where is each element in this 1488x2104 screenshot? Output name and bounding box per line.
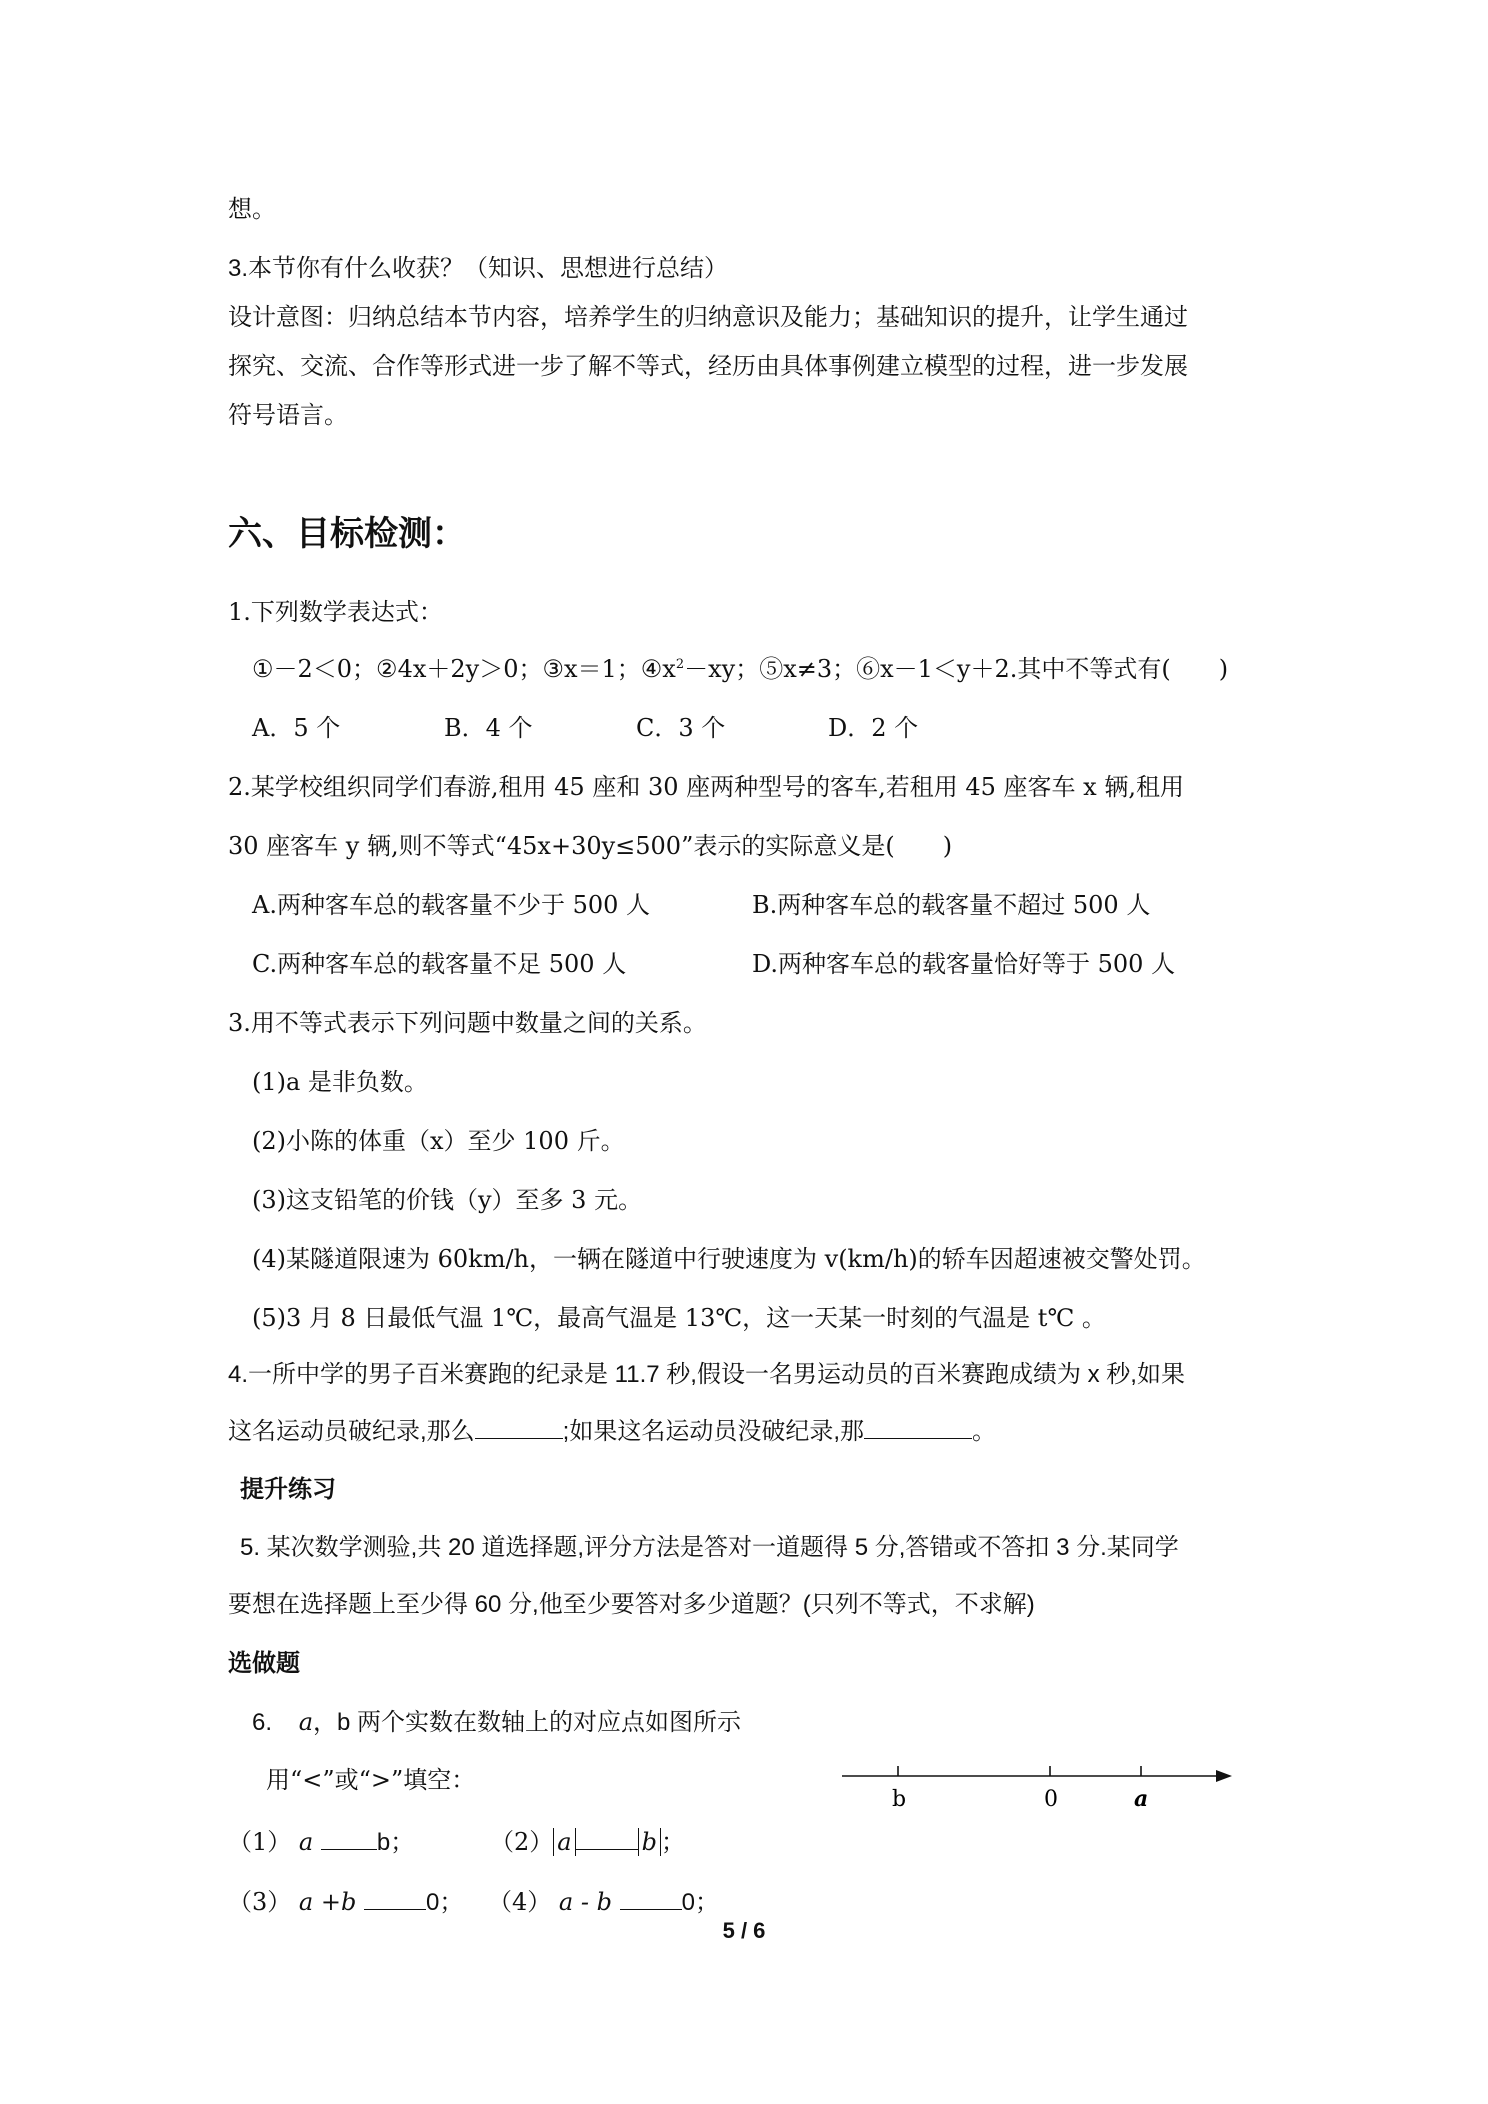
q2-line1: 2.某学校组织同学们春游,租用 45 座和 30 座两种型号的客车,若租用 45 座客车 x 辆,租用	[228, 773, 1184, 801]
q2-option-b: B.两种客车总的载客量不超过 500 人	[752, 891, 1151, 919]
q6-stem: 6. a，b 两个实数在数轴上的对应点如图所示	[252, 1708, 742, 1736]
q3-item-5: (5)3 月 8 日最低气温 1℃，最高气温是 13℃，这一天某一时刻的气温是 t℃ 。	[252, 1304, 1106, 1332]
label-0: 0	[1044, 1787, 1058, 1812]
design-intent-line1: 设计意图：归纳总结本节内容，培养学生的归纳意识及能力；基础知识的提升，让学生通过	[228, 304, 1188, 331]
fill-instruction: 用“<”或“>”填空：	[266, 1766, 476, 1794]
q3-item-3: (3)这支铅笔的价钱（y）至多 3 元。	[252, 1186, 643, 1214]
q4-line2: 这名运动员破纪录,那么 ;如果这名运动员没破纪录,那 。	[228, 1418, 997, 1445]
part-1: （1） a b；	[228, 1828, 415, 1856]
design-intent-line2: 探究、交流、合作等形式进一步了解不等式，经历由具体事例建立模型的过程，进一步发展	[228, 353, 1188, 380]
part-3-blank[interactable]	[364, 1887, 426, 1910]
q3-summary-title: 3.本节你有什么收获？（知识、思想进行总结）	[228, 255, 729, 282]
q2-option-d: D.两种客车总的载客量恰好等于 500 人	[752, 950, 1176, 978]
q4-blank-2[interactable]	[864, 1416, 972, 1439]
label-a: a	[1134, 1786, 1149, 1812]
page-number: 5 / 6	[722, 1918, 766, 1943]
q1-option-a: A．5 个	[252, 714, 341, 742]
q1-expressions: ①－2＜0；②4x＋2y＞0；③x＝1；$④x^2-xy$；⑤x≠3；⑥x－1＜y＋2.其中不等式有( )	[252, 655, 1229, 683]
intro-line-end: 想。	[228, 196, 276, 223]
q1-option-b: B．4 个	[444, 714, 533, 742]
q2-option-c: C.两种客车总的载客量不足 500 人	[252, 950, 627, 978]
q3-item-2: (2)小陈的体重（x）至少 100 斤。	[252, 1127, 625, 1155]
q4-blank-1[interactable]	[475, 1416, 563, 1439]
part-1-blank[interactable]	[321, 1827, 377, 1850]
q5-line2: 要想在选择题上至少得 60 分,他至少要答对多少道题？(只列不等式，不求解)	[228, 1591, 1035, 1618]
part-4-blank[interactable]	[620, 1887, 682, 1910]
optional-title: 选做题	[228, 1650, 300, 1677]
q2-line2: 30 座客车 y 辆,则不等式“45x+30y≤500”表示的实际意义是( )	[228, 832, 953, 860]
q1-stem: 1.下列数学表达式：	[228, 598, 443, 626]
number-line-arrow	[1216, 1770, 1232, 1782]
q3-stem: 3.用不等式表示下列问题中数量之间的关系。	[228, 1009, 707, 1037]
q1-option-c: C．3 个	[636, 714, 726, 742]
q5-line1: 5. 某次数学测验,共 20 道选择题,评分方法是答对一道题得 5 分,答错或不答扣 3 分.某同学	[240, 1534, 1179, 1561]
part-2: （2） a b ；	[490, 1828, 685, 1856]
section-title: 六、目标检测：	[228, 514, 466, 554]
label-b: b	[892, 1787, 907, 1812]
design-intent-line3: 符号语言。	[228, 402, 348, 429]
part-3: （3） a +b 0；	[228, 1888, 464, 1916]
q2-option-a: A.两种客车总的载客量不少于 500 人	[252, 891, 651, 919]
number-line-figure	[842, 1760, 1232, 1820]
advanced-title: 提升练习	[240, 1476, 336, 1503]
part-4: （4） a - b 0；	[488, 1888, 719, 1916]
q3-item-1: (1)a 是非负数。	[252, 1068, 428, 1096]
q3-item-4: (4)某隧道限速为 60km/h，一辆在隧道中行驶速度为 v(km/h)的轿车因超速被交警处罚。	[252, 1245, 1206, 1273]
part-2-blank[interactable]	[576, 1827, 638, 1850]
q1-option-d: D．2 个	[828, 714, 919, 742]
q4-line1: 4.一所中学的男子百米赛跑的纪录是 11.7 秒,假设一名男运动员的百米赛跑成绩为 x 秒,如果	[228, 1361, 1185, 1388]
